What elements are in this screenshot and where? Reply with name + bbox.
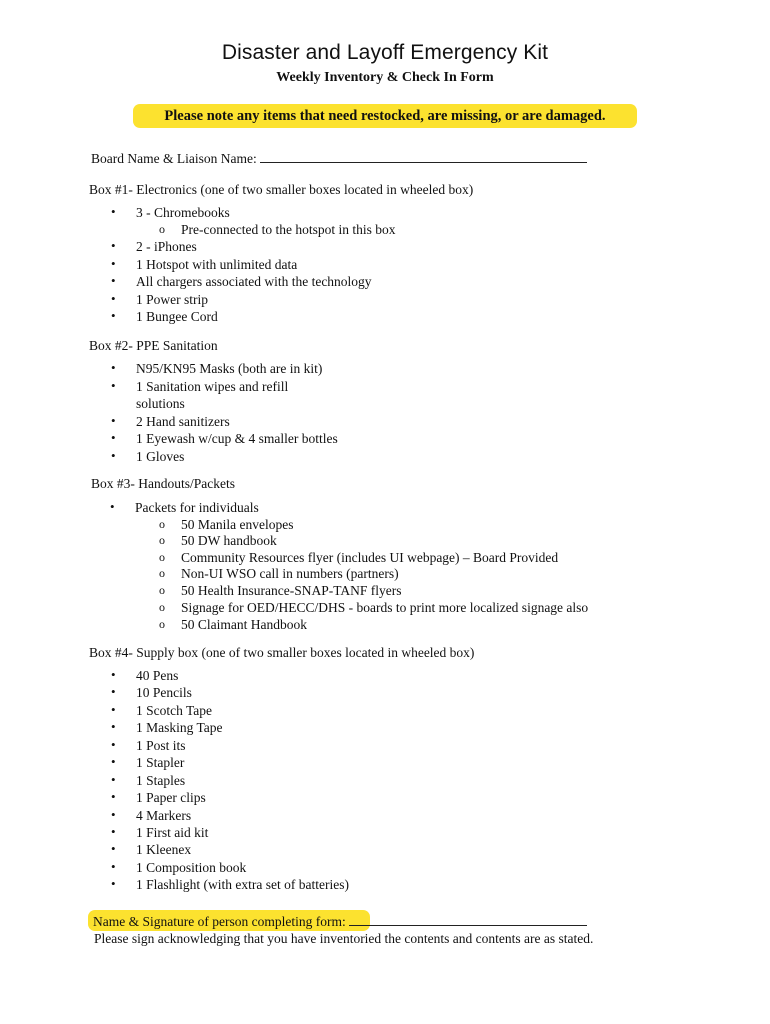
board-name-label: Board Name & Liaison Name: (91, 151, 257, 166)
circle-bullet-icon: o (159, 566, 165, 580)
box4-heading: Box #4- Supply box (one of two smaller boxes located in wheeled box) (89, 645, 475, 660)
bullet-icon: • (111, 238, 116, 253)
list-item: • Packets for individuals (110, 499, 259, 515)
list-item: o Signage for OED/HECC/DHS - boards to print more localized signage also (159, 600, 589, 615)
bullet-icon: • (111, 807, 116, 822)
bullet-icon: • (111, 719, 116, 734)
circle-bullet-icon: o (159, 550, 165, 564)
bullet-icon: • (111, 876, 116, 891)
list-item: o 50 DW handbook (159, 533, 277, 548)
list-item: • 1 Staples (111, 772, 186, 788)
list-item: o 50 Claimant Handbook (159, 617, 307, 632)
bullet-icon: • (111, 772, 116, 787)
bullet-icon: • (111, 684, 116, 699)
bullet-icon: • (111, 378, 116, 393)
box3-heading: Box #3- Handouts/Packets (91, 476, 235, 491)
list-item: • 1 Gloves (111, 448, 185, 464)
list-item: • N95/KN95 Masks (both are in kit) (111, 360, 323, 376)
list-item: o 50 Manila envelopes (159, 517, 294, 532)
board-name-field[interactable] (260, 150, 587, 163)
list-item: • 1 Paper clips (111, 789, 206, 805)
list-item: • All chargers associated with the technology (111, 273, 372, 289)
list-item: • 3 - Chromebooks (111, 204, 230, 220)
bullet-icon: • (111, 667, 116, 682)
bullet-icon: • (111, 702, 116, 717)
circle-bullet-icon: o (159, 222, 165, 236)
bullet-icon: • (111, 841, 116, 856)
list-item: • 1 Scotch Tape (111, 702, 213, 718)
bullet-icon: • (111, 448, 116, 463)
bullet-icon: • (111, 291, 116, 306)
signature-label: Name & Signature of person completing form: (93, 914, 346, 929)
box2-heading: Box #2- PPE Sanitation (89, 338, 218, 353)
notice-banner: Please note any items that need restocked, are missing, or are damaged. (133, 104, 637, 128)
list-item: • 1 Sanitation wipes and refill (111, 378, 289, 394)
list-item: • 1 Stapler (111, 754, 185, 770)
list-item-continuation: solutions (136, 396, 185, 411)
bullet-icon: • (111, 754, 116, 769)
list-item: • 1 Kleenex (111, 841, 192, 857)
list-item: • 1 Bungee Cord (111, 308, 218, 324)
circle-bullet-icon: o (159, 533, 165, 547)
bullet-icon: • (111, 859, 116, 874)
bullet-icon: • (110, 499, 115, 514)
list-item: • 1 Composition book (111, 859, 247, 875)
list-item: o Community Resources flyer (includes UI webpage) – Board Provided (159, 550, 559, 565)
bullet-icon: • (111, 273, 116, 288)
box1-heading: Box #1- Electronics (one of two smaller boxes located in wheeled box) (89, 182, 474, 197)
signature-line (93, 913, 587, 930)
bullet-icon: • (111, 737, 116, 752)
list-item: • 4 Markers (111, 807, 192, 823)
list-item: o Pre-connected to the hotspot in this box (159, 222, 396, 237)
list-item: • 1 Masking Tape (111, 719, 223, 735)
bullet-icon: • (111, 824, 116, 839)
list-item: • 1 Hotspot with unlimited data (111, 256, 298, 272)
bullet-icon: • (111, 360, 116, 375)
list-item: • 40 Pens (111, 667, 179, 683)
bullet-icon: • (111, 256, 116, 271)
page-subtitle: Weekly Inventory & Check In Form (276, 70, 494, 85)
list-item: • 2 - iPhones (111, 238, 197, 254)
list-item: • 1 Post its (111, 737, 186, 753)
list-item: o Non-UI WSO call in numbers (partners) (159, 566, 399, 581)
circle-bullet-icon: o (159, 617, 165, 631)
circle-bullet-icon: o (159, 583, 165, 597)
list-item: o 50 Health Insurance-SNAP-TANF flyers (159, 583, 402, 598)
bullet-icon: • (111, 308, 116, 323)
list-item: • 1 First aid kit (111, 824, 209, 840)
bullet-icon: • (111, 413, 116, 428)
signature-field[interactable] (349, 913, 587, 926)
page-title: Disaster and Layoff Emergency Kit (221, 41, 549, 64)
signature-note: Please sign acknowledging that you have inventoried the contents and contents are as stated. (94, 931, 594, 946)
list-item: • 10 Pencils (111, 684, 192, 700)
bullet-icon: • (111, 430, 116, 445)
bullet-icon: • (111, 204, 116, 219)
bullet-icon: • (111, 789, 116, 804)
board-name-line (91, 150, 587, 167)
circle-bullet-icon: o (159, 600, 165, 614)
circle-bullet-icon: o (159, 517, 165, 531)
list-item: • 2 Hand sanitizers (111, 413, 230, 429)
list-item: • 1 Flashlight (with extra set of batteries) (111, 876, 349, 892)
list-item: • 1 Eyewash w/cup & 4 smaller bottles (111, 430, 338, 446)
list-item: • 1 Power strip (111, 291, 208, 307)
